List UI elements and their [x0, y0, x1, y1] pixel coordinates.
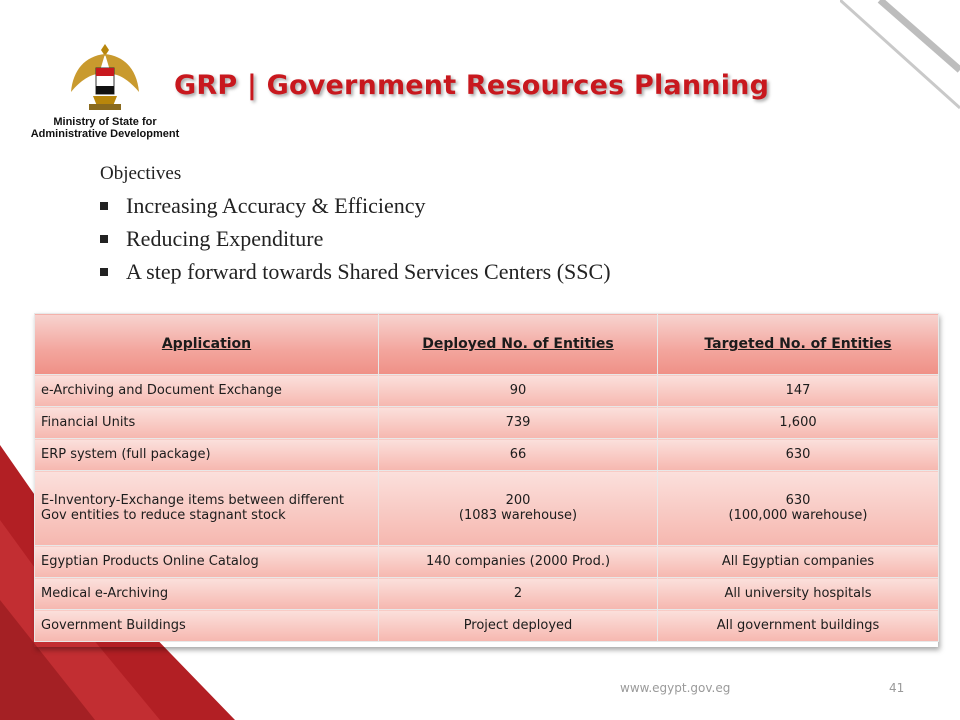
table-row	[35, 407, 939, 439]
cell-deployed-sub: (1083 warehouse)	[458, 508, 578, 523]
table-row	[35, 471, 939, 546]
cell-deployed: 90	[379, 375, 658, 407]
cell-application: Medical e-Archiving	[35, 578, 379, 610]
cell-application: Egyptian Products Online Catalog	[35, 546, 379, 578]
objective-text: Increasing Accuracy & Efficiency	[126, 193, 426, 218]
objective-text: Reducing Expenditure	[126, 226, 324, 251]
cell-deployed: 140 companies (2000 Prod.)	[379, 546, 658, 578]
table-row	[35, 610, 939, 642]
cell-targeted: All government buildings	[658, 610, 939, 642]
table-row	[35, 546, 939, 578]
cell-application: e-Archiving and Document Exchange	[35, 375, 379, 407]
objectives-list	[100, 189, 611, 288]
cell-deployed	[379, 471, 658, 546]
cell-targeted: All Egyptian companies	[658, 546, 939, 578]
entities-table	[34, 313, 939, 642]
objectives-section	[100, 163, 611, 288]
cell-targeted-value: 630	[785, 493, 811, 508]
entities-table-container	[34, 313, 938, 647]
cell-targeted: All university hospitals	[658, 578, 939, 610]
column-header-deployed: Deployed No. of Entities	[379, 314, 658, 375]
cell-deployed: Project deployed	[379, 610, 658, 642]
column-header-application: Application	[35, 314, 379, 375]
cell-deployed: 739	[379, 407, 658, 439]
table-row	[35, 375, 939, 407]
objectives-heading: Objectives	[100, 163, 182, 184]
background-corner-lines	[840, 0, 960, 110]
square-bullet-icon	[100, 268, 108, 276]
ministry-logo	[30, 40, 180, 140]
cell-deployed-value: 200	[505, 493, 531, 508]
cell-targeted: 630	[658, 439, 939, 471]
cell-targeted: 147	[658, 375, 939, 407]
cell-targeted-sub: (100,000 warehouse)	[728, 508, 868, 523]
cell-targeted	[658, 471, 939, 546]
cell-application: E-Inventory-Exchange items between different Gov entities to reduce stagnant stock	[35, 471, 379, 546]
eagle-emblem-icon	[65, 40, 145, 114]
table-header-row	[35, 314, 939, 375]
logo-line-1: Ministry of State for	[53, 116, 157, 128]
objective-text: A step forward towards Shared Services Centers (SSC)	[126, 259, 611, 284]
table-row	[35, 439, 939, 471]
column-header-targeted: Targeted No. of Entities	[658, 314, 939, 375]
cell-deployed: 2	[379, 578, 658, 610]
square-bullet-icon	[100, 202, 108, 210]
cell-application: ERP system (full package)	[35, 439, 379, 471]
square-bullet-icon	[100, 235, 108, 243]
list-item	[100, 255, 611, 288]
page-number: 41	[889, 681, 905, 695]
footer-url: www.egypt.gov.eg	[620, 681, 731, 695]
list-item	[100, 189, 611, 222]
table-row	[35, 578, 939, 610]
cell-application: Financial Units	[35, 407, 379, 439]
cell-targeted: 1,600	[658, 407, 939, 439]
page-title: GRP | Government Resources Planning	[174, 70, 770, 101]
list-item	[100, 222, 611, 255]
logo-line-2: Administrative Development	[30, 128, 180, 140]
cell-deployed: 66	[379, 439, 658, 471]
cell-application: Government Buildings	[35, 610, 379, 642]
